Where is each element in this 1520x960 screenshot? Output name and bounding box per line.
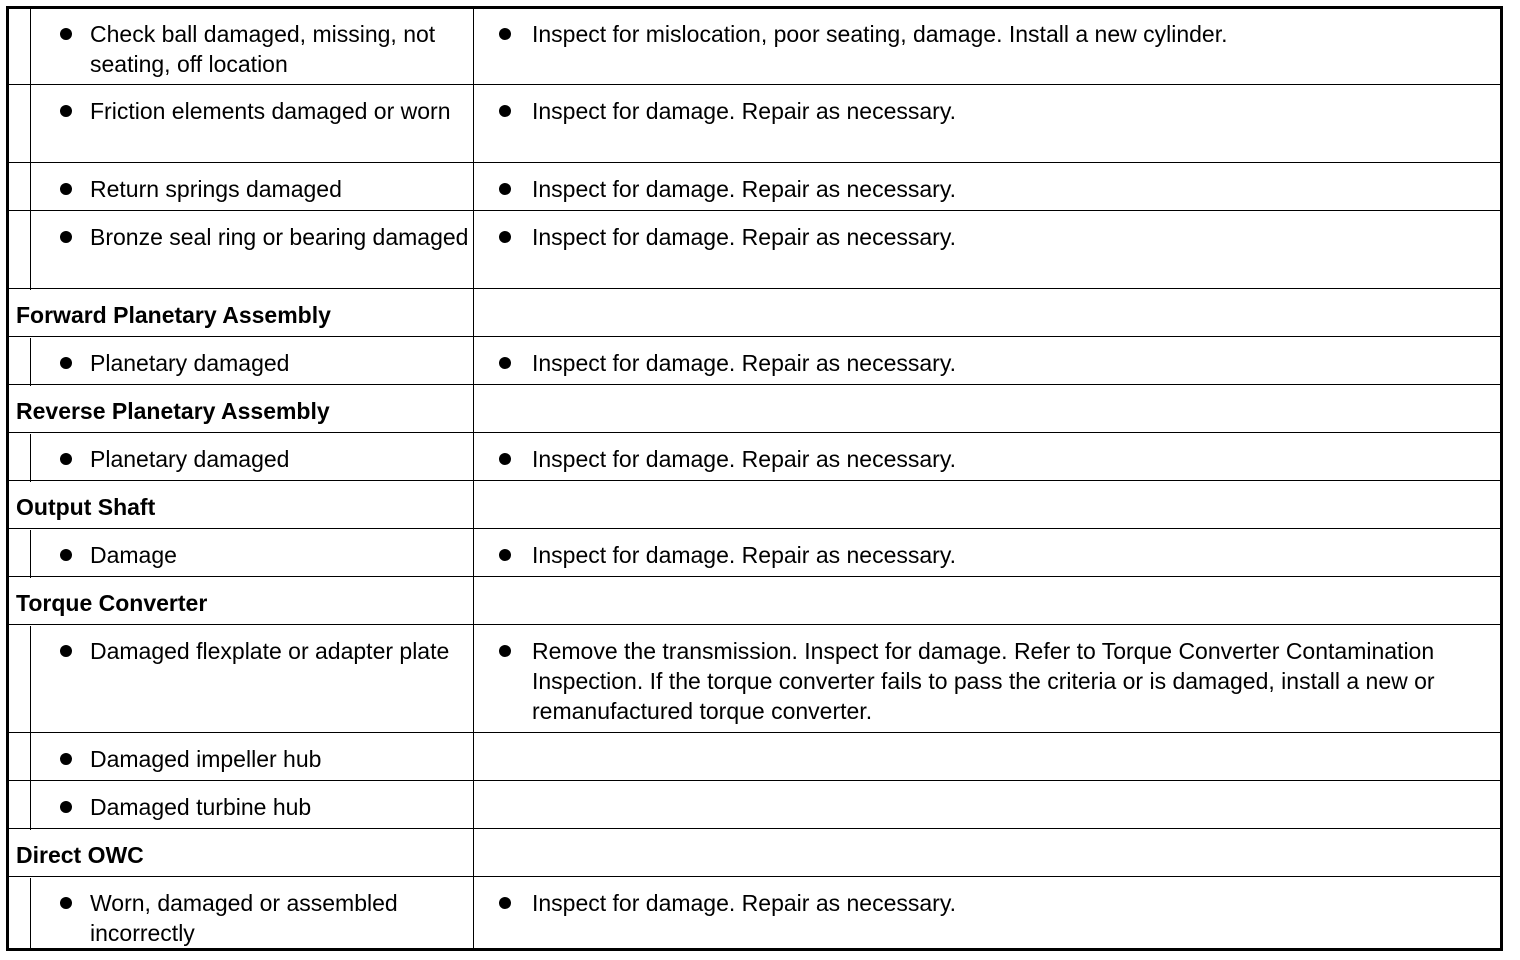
- cause-text: Damaged turbine hub: [90, 794, 312, 820]
- action-text: Inspect for damage. Repair as necessary.: [532, 446, 957, 472]
- action-cell: [474, 734, 1500, 782]
- bullet-icon: [60, 549, 72, 561]
- cause-text: Planetary damaged: [90, 446, 290, 472]
- action-text: Inspect for damage. Repair as necessary.: [532, 98, 957, 124]
- bullet-icon: [60, 28, 72, 40]
- section-header-row: [9, 482, 1500, 530]
- bullet-icon: [60, 105, 72, 117]
- section-title: Direct OWC: [16, 842, 144, 868]
- section-title: Forward Planetary Assembly: [16, 302, 331, 328]
- action-cell: [474, 878, 1500, 948]
- bullet-icon: [499, 105, 511, 117]
- bullet-icon: [499, 28, 511, 40]
- table-row: [9, 212, 1500, 290]
- section-header-row: [9, 290, 1500, 338]
- bullet-icon: [499, 645, 511, 657]
- bullet-icon: [60, 753, 72, 765]
- bullet-icon: [499, 357, 511, 369]
- table-row: [9, 86, 1500, 164]
- bullet-icon: [60, 645, 72, 657]
- diagnosis-table: [6, 6, 1503, 951]
- table-row: [9, 626, 1500, 734]
- cause-cell: [9, 338, 474, 386]
- bullet-icon: [499, 549, 511, 561]
- cause-text: Damaged impeller hub: [90, 746, 322, 772]
- section-title: Torque Converter: [16, 590, 208, 616]
- bullet-icon: [60, 453, 72, 465]
- action-text: Inspect for damage. Repair as necessary.: [532, 176, 957, 202]
- action-text: Inspect for damage. Repair as necessary.: [532, 890, 957, 916]
- action-text: Inspect for damage. Repair as necessary.: [532, 350, 957, 376]
- cause-text: Planetary damaged: [90, 350, 290, 376]
- table-row: [9, 434, 1500, 482]
- action-text: Inspect for damage. Repair as necessary.: [532, 542, 957, 568]
- bullet-icon: [499, 183, 511, 195]
- table-row: [9, 164, 1500, 212]
- bullet-icon: [499, 231, 511, 243]
- cause-text: Check ball damaged, missing, not seating, off location: [90, 21, 436, 77]
- bullet-icon: [60, 897, 72, 909]
- bullet-icon: [499, 897, 511, 909]
- bullet-icon: [60, 183, 72, 195]
- table-row: [9, 9, 1500, 86]
- cause-cell: [9, 434, 474, 482]
- action-cell: [474, 782, 1500, 830]
- section-title: Output Shaft: [16, 494, 156, 520]
- action-text: Remove the transmission. Inspect for damage. Refer to Torque Converter Contamination Inspection. If the torque converter fails to pass the criteria or is damaged, install a new or remanufactured torque converter.: [532, 638, 1435, 724]
- cause-cell: [9, 734, 474, 782]
- action-cell: [474, 164, 1500, 212]
- section-header-row: [9, 386, 1500, 434]
- cause-cell: [9, 782, 474, 830]
- cause-text: Worn, damaged or assembled incorrectly: [90, 890, 398, 946]
- section-title: Reverse Planetary Assembly: [16, 398, 330, 424]
- action-cell: [474, 626, 1500, 734]
- action-text: Inspect for mislocation, poor seating, damage. Install a new cylinder.: [532, 21, 1228, 47]
- cause-cell: [9, 530, 474, 578]
- cause-text: Friction elements damaged or worn: [90, 98, 451, 124]
- cause-cell: [9, 626, 474, 734]
- column-divider: [473, 9, 474, 948]
- table-row: [9, 530, 1500, 578]
- action-cell: [474, 338, 1500, 386]
- cause-cell: [9, 212, 474, 290]
- cause-text: Damaged flexplate or adapter plate: [90, 638, 450, 664]
- cause-cell: [9, 878, 474, 948]
- table-row: [9, 878, 1500, 948]
- action-cell: [474, 86, 1500, 164]
- cause-text: Bronze seal ring or bearing damaged: [90, 224, 469, 250]
- bullet-icon: [60, 801, 72, 813]
- action-text: Inspect for damage. Repair as necessary.: [532, 224, 957, 250]
- section-header-row: [9, 578, 1500, 626]
- section-header-row: [9, 830, 1500, 878]
- action-cell: [474, 212, 1500, 290]
- cause-text: Return springs damaged: [90, 176, 342, 202]
- table-row: [9, 734, 1500, 782]
- bullet-icon: [60, 357, 72, 369]
- action-cell: [474, 434, 1500, 482]
- cause-cell: [9, 86, 474, 164]
- bullet-icon: [60, 231, 72, 243]
- cause-text: Damage: [90, 542, 177, 568]
- action-cell: [474, 530, 1500, 578]
- cause-cell: [9, 9, 474, 86]
- table-row: [9, 338, 1500, 386]
- table-row: [9, 782, 1500, 830]
- cause-cell: [9, 164, 474, 212]
- action-cell: [474, 9, 1500, 86]
- bullet-icon: [499, 453, 511, 465]
